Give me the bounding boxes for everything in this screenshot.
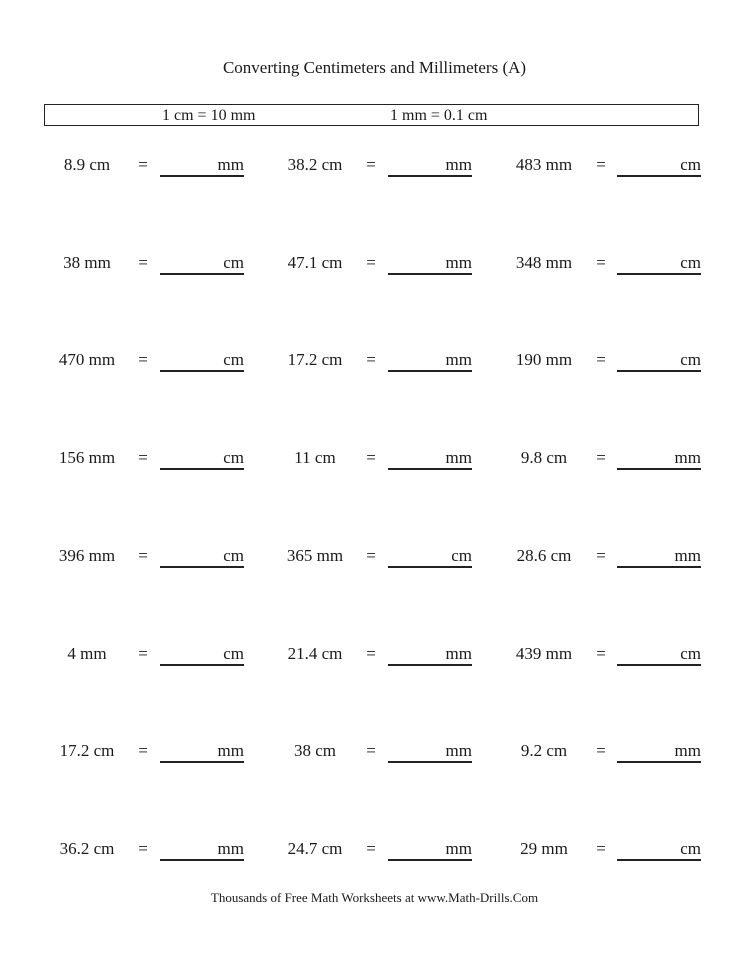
answer-blank[interactable]: mm [388, 253, 472, 275]
problem-quantity: 190 mm [515, 350, 573, 369]
conversion-reference-box [44, 104, 699, 126]
answer-blank[interactable]: cm [160, 546, 244, 568]
problem-quantity: 156 mm [58, 448, 116, 467]
answer-blank[interactable]: mm [388, 155, 472, 177]
problem-quantity: 9.2 cm [520, 741, 568, 760]
equals-sign: = [138, 839, 148, 858]
problem-quantity: 8.9 cm [63, 155, 111, 174]
answer-blank[interactable]: cm [388, 546, 472, 568]
answer-blank[interactable]: mm [388, 644, 472, 666]
equals-sign: = [596, 741, 606, 760]
equals-sign: = [596, 448, 606, 467]
answer-blank[interactable]: mm [388, 839, 472, 861]
answer-blank[interactable]: cm [160, 253, 244, 275]
problem-quantity: 348 mm [515, 253, 573, 272]
equals-sign: = [366, 253, 376, 272]
problem-quantity: 483 mm [515, 155, 573, 174]
equals-sign: = [366, 350, 376, 369]
problem-quantity: 17.2 cm [287, 350, 343, 369]
equals-sign: = [596, 839, 606, 858]
equals-sign: = [596, 644, 606, 663]
problem-quantity: 38 cm [293, 741, 337, 760]
reference-cm-to-mm: 1 cm = 10 mm [162, 107, 256, 124]
equals-sign: = [366, 839, 376, 858]
equals-sign: = [366, 546, 376, 565]
problem-quantity: 9.8 cm [520, 448, 568, 467]
problem-quantity: 21.4 cm [287, 644, 343, 663]
equals-sign: = [596, 155, 606, 174]
problem-quantity: 24.7 cm [287, 839, 343, 858]
problem-row [0, 253, 749, 283]
reference-mm-to-cm: 1 mm = 0.1 cm [390, 107, 488, 124]
problem-quantity: 4 mm [67, 644, 107, 663]
equals-sign: = [138, 741, 148, 760]
equals-sign: = [366, 741, 376, 760]
answer-blank[interactable]: cm [617, 644, 701, 666]
answer-blank[interactable]: cm [617, 350, 701, 372]
problem-quantity: 47.1 cm [287, 253, 343, 272]
equals-sign: = [138, 155, 148, 174]
equals-sign: = [366, 155, 376, 174]
answer-blank[interactable]: mm [617, 741, 701, 763]
problem-quantity: 29 mm [520, 839, 568, 858]
problem-row [0, 741, 749, 771]
answer-blank[interactable]: mm [160, 741, 244, 763]
answer-blank[interactable]: mm [617, 448, 701, 470]
problem-row [0, 448, 749, 478]
answer-blank[interactable]: mm [617, 546, 701, 568]
problem-quantity: 17.2 cm [59, 741, 115, 760]
footer-credit: Thousands of Free Math Worksheets at www.Math-Drills.Com [210, 890, 539, 905]
answer-blank[interactable]: mm [160, 839, 244, 861]
problem-quantity: 11 cm [294, 448, 336, 467]
answer-blank[interactable]: mm [388, 741, 472, 763]
problem-row [0, 350, 749, 380]
problem-quantity: 396 mm [58, 546, 116, 565]
equals-sign: = [138, 253, 148, 272]
worksheet-title: Converting Centimeters and Millimeters (A) [222, 58, 527, 77]
equals-sign: = [366, 448, 376, 467]
answer-blank[interactable]: cm [617, 253, 701, 275]
equals-sign: = [596, 350, 606, 369]
answer-blank[interactable]: cm [160, 448, 244, 470]
equals-sign: = [596, 253, 606, 272]
answer-blank[interactable]: mm [388, 448, 472, 470]
problem-quantity: 38 mm [63, 253, 111, 272]
problem-quantity: 365 mm [286, 546, 344, 565]
problem-row [0, 546, 749, 576]
problem-quantity: 439 mm [515, 644, 573, 663]
equals-sign: = [138, 350, 148, 369]
answer-blank[interactable]: cm [617, 839, 701, 861]
answer-blank[interactable]: cm [617, 155, 701, 177]
answer-blank[interactable]: cm [160, 644, 244, 666]
answer-blank[interactable]: mm [160, 155, 244, 177]
problem-quantity: 470 mm [58, 350, 116, 369]
problem-quantity: 38.2 cm [287, 155, 343, 174]
problem-row [0, 839, 749, 869]
equals-sign: = [138, 644, 148, 663]
equals-sign: = [138, 448, 148, 467]
problem-quantity: 36.2 cm [59, 839, 115, 858]
answer-blank[interactable]: mm [388, 350, 472, 372]
answer-blank[interactable]: cm [160, 350, 244, 372]
equals-sign: = [366, 644, 376, 663]
problem-quantity: 28.6 cm [516, 546, 572, 565]
equals-sign: = [138, 546, 148, 565]
equals-sign: = [596, 546, 606, 565]
problem-row [0, 644, 749, 674]
problem-row [0, 155, 749, 185]
